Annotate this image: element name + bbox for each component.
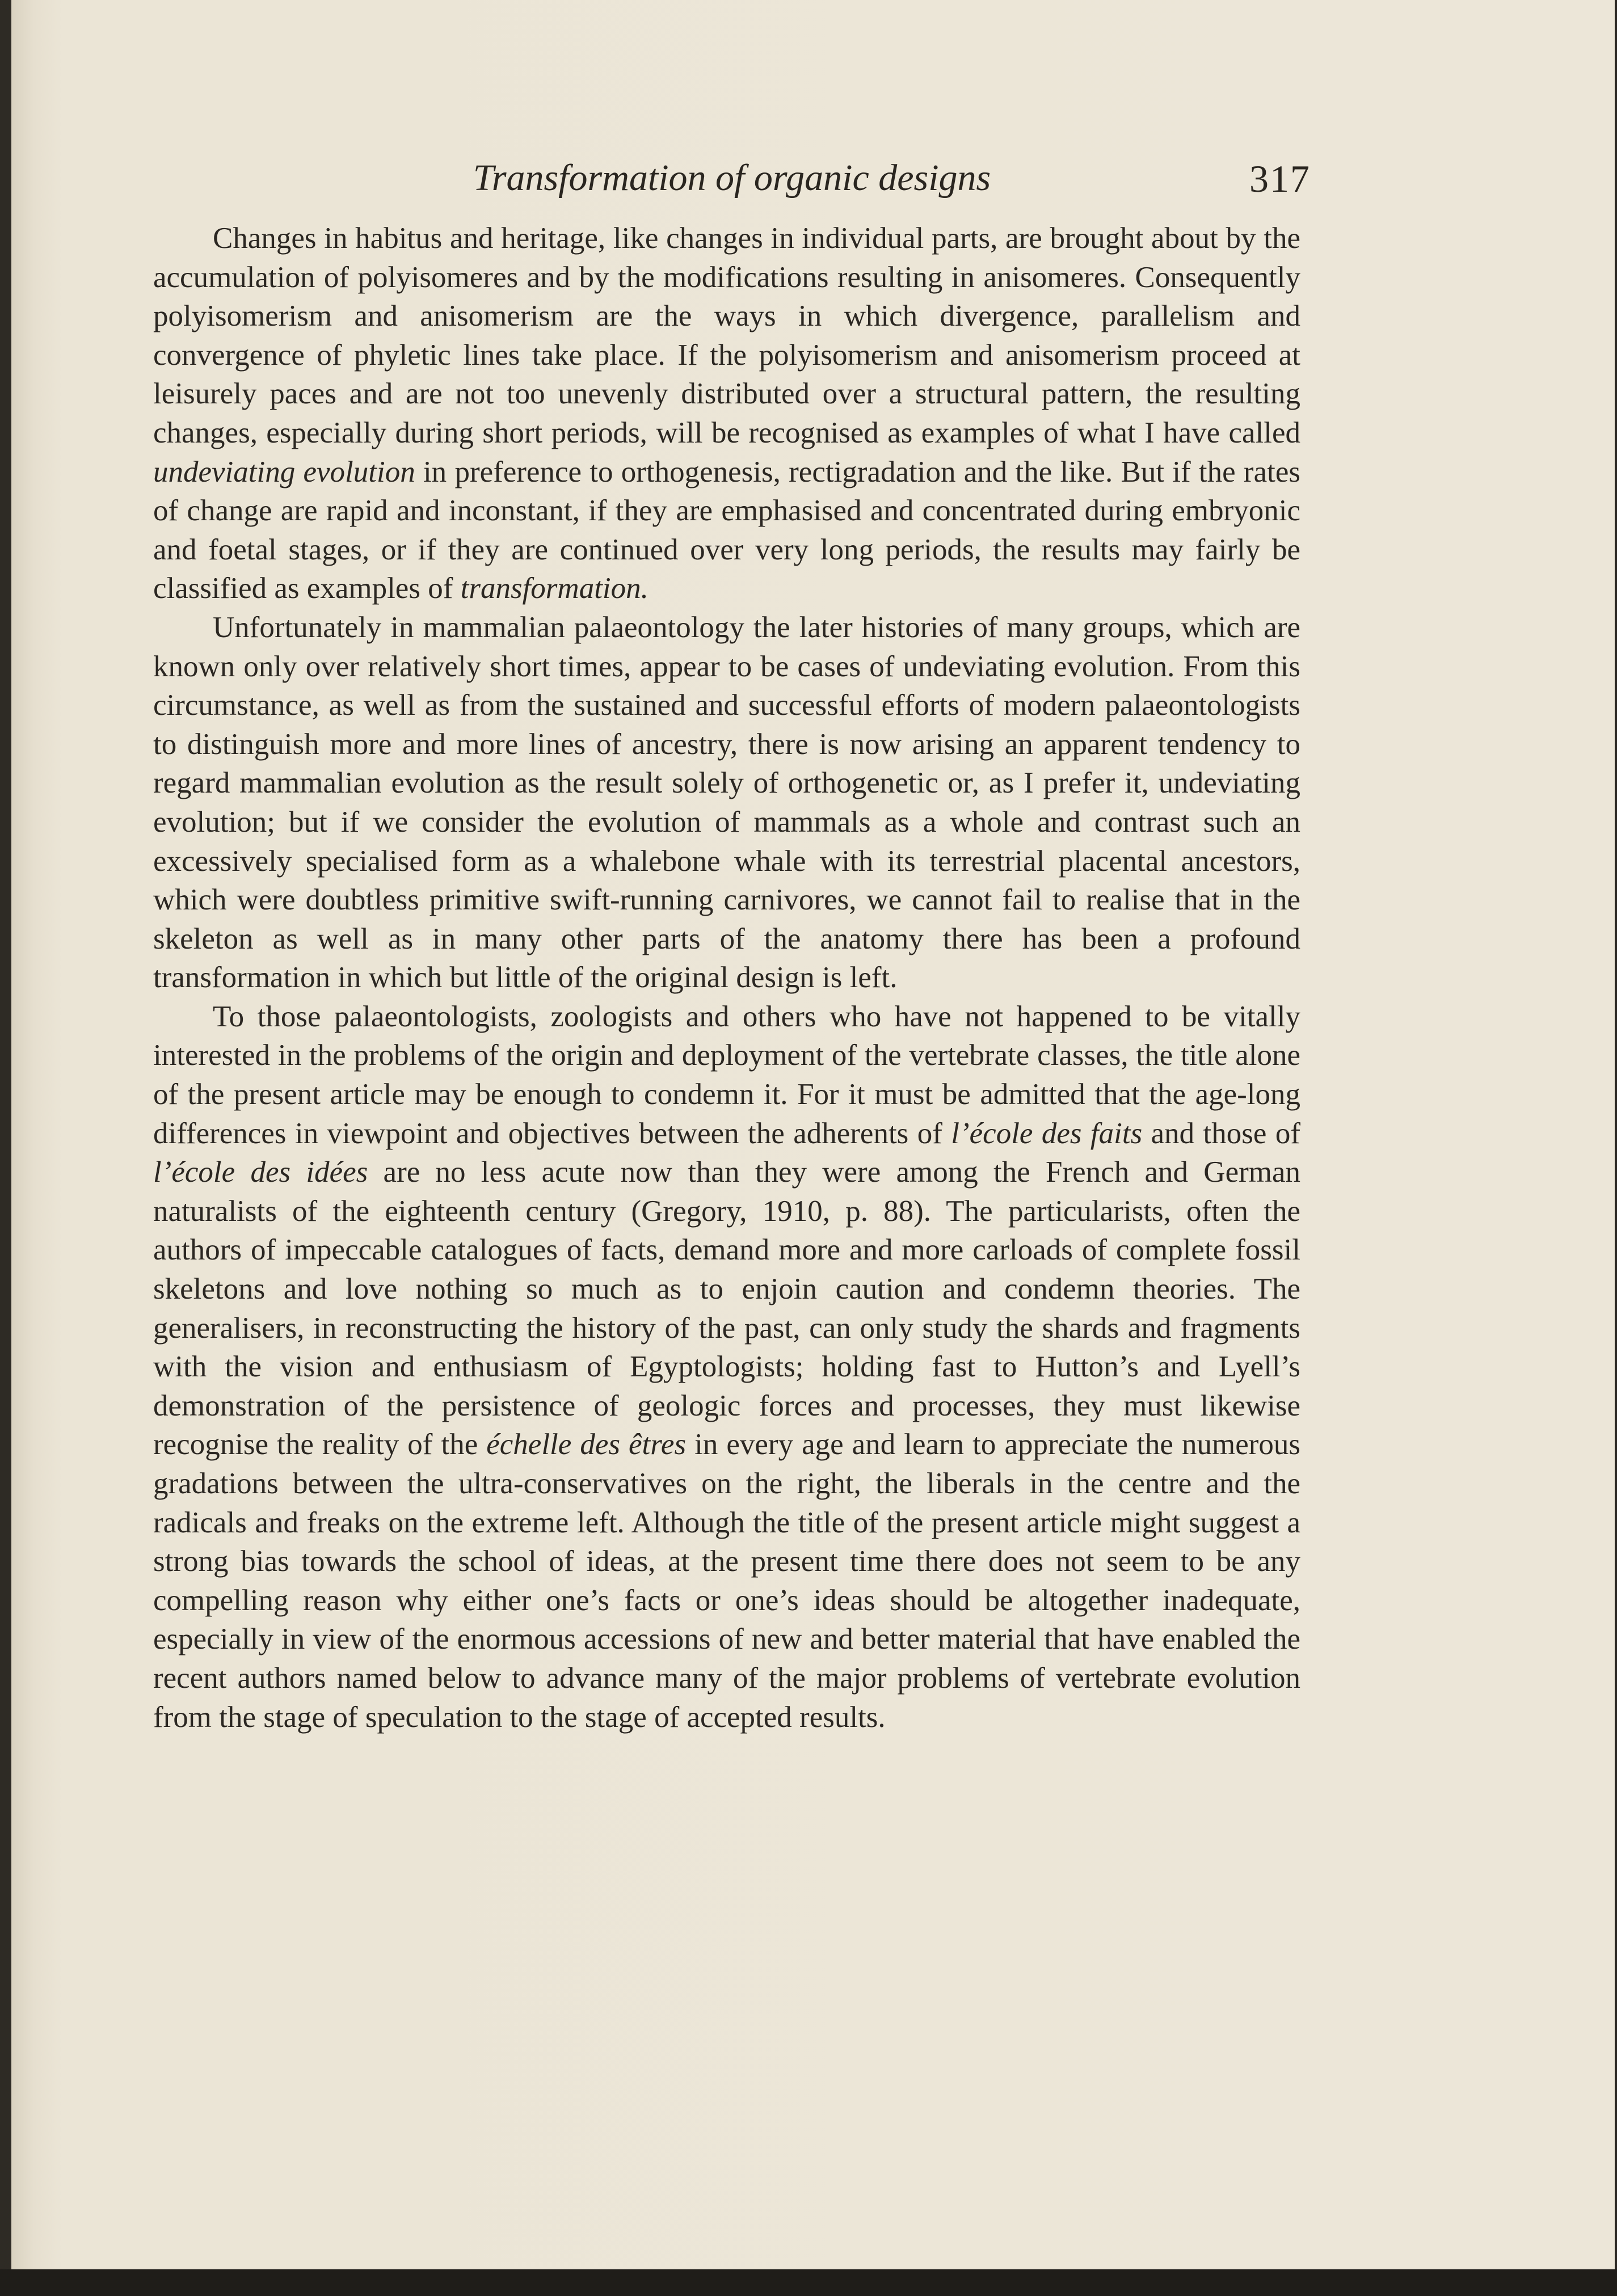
running-title: Transformation of organic designs <box>473 157 991 199</box>
scan-bottom-edge <box>0 2269 1617 2296</box>
paragraph <box>153 608 1300 997</box>
paragraph <box>153 997 1300 1737</box>
italic-term: transformation. <box>460 572 649 605</box>
italic-term: l’école des idées <box>153 1156 368 1189</box>
running-header <box>153 157 1311 213</box>
paragraph-text: in preference to orthogenesis, rectigradation and the like. But if the rates of change are rapid and inconstant, if they are emphasised and concentrated during embryonic and foetal stages, or if they are continued over very long periods, the results may fairly be classified as examples of <box>153 455 1300 605</box>
page-number: 317 <box>1249 157 1311 200</box>
paragraph-text: and those of <box>1142 1117 1300 1150</box>
paragraph-text: are no less acute now than they were among the French and German naturalists of the eighteenth century (Gregory, 1910, p. 88). The particularists, often the authors of impeccable catalogues of facts, demand more and more carloads of complete fossil skeletons and love nothing so much as to enjoin caution and condemn theories. The generalisers, in reconstructing the history of the past, can only study the shards and fragments with the vision and enthusiasm of Egyptologists; holding fast to Hutton’s and Lyell’s demonstration of the persistence of geologic forces and processes, they must likewise recognise the reality of the <box>153 1156 1300 1461</box>
italic-term: undeviating evolution <box>153 455 415 488</box>
paragraph-text: in every age and learn to appreciate the numerous gradations between the ultra-conservatives on the right, the liberals in the centre and the radicals and freaks on the extreme left. Although the title of the present article might suggest a strong bias towards the school of ideas, at the present time there does not seem to be any compelling reason why either one’s facts or one’s ideas should be altogether inadequate, especially in view of the enormous accessions of new and better material that have enabled the recent authors named below to advance many of the major problems of vertebrate evolution from the stage of speculation to the stage of accepted results. <box>153 1428 1300 1734</box>
paragraph-text: To those palaeontologists, zoologists and others who have not happened to be vitally interested in the problems of the origin and deployment of the vertebrate classes, the title alone of the present article may be enough to condemn it. For it must be admitted that the age-long differences in viewpoint and objectives between the adherents of <box>153 1000 1300 1150</box>
body-text <box>153 219 1300 1737</box>
paragraph <box>153 219 1300 608</box>
paragraph-text: Changes in habitus and heritage, like changes in individual parts, are brought about by the accumulation of polyisomeres and by the modifications resulting in anisomeres. Consequently polyisomerism and anisomerism are the ways in which divergence, parallelism and convergence of phyletic lines take place. If the polyisomerism and anisomerism proceed at leisurely paces and are not too unevenly distributed over a structural pattern, the resulting changes, especially during short periods, will be recognised as examples of what I have called <box>153 222 1300 449</box>
italic-term: échelle des êtres <box>486 1428 687 1461</box>
scan-left-edge <box>0 0 11 2296</box>
paragraph-text: Unfortunately in mammalian palaeontology the later histories of many groups, which are known only over relatively short times, appear to be cases of undeviating evolution. From this circumstance, as well as from the sustained and successful efforts of modern palaeontologists to distinguish more and more lines of ancestry, there is now arising an apparent tendency to regard mammalian evolution as the result solely of orthogenetic or, as I prefer it, undeviating evolution; but if we consider the evolution of mammals as a whole and contrast such an excessively specialised form as a whalebone whale with its terrestrial placental ancestors, which were doubtless primitive swift-running carnivores, we cannot fail to realise that in the skeleton as well as in many other parts of the anatomy there has been a profound transformation in which but little of the original design is left. <box>153 610 1300 995</box>
italic-term: l’école des faits <box>951 1117 1143 1150</box>
